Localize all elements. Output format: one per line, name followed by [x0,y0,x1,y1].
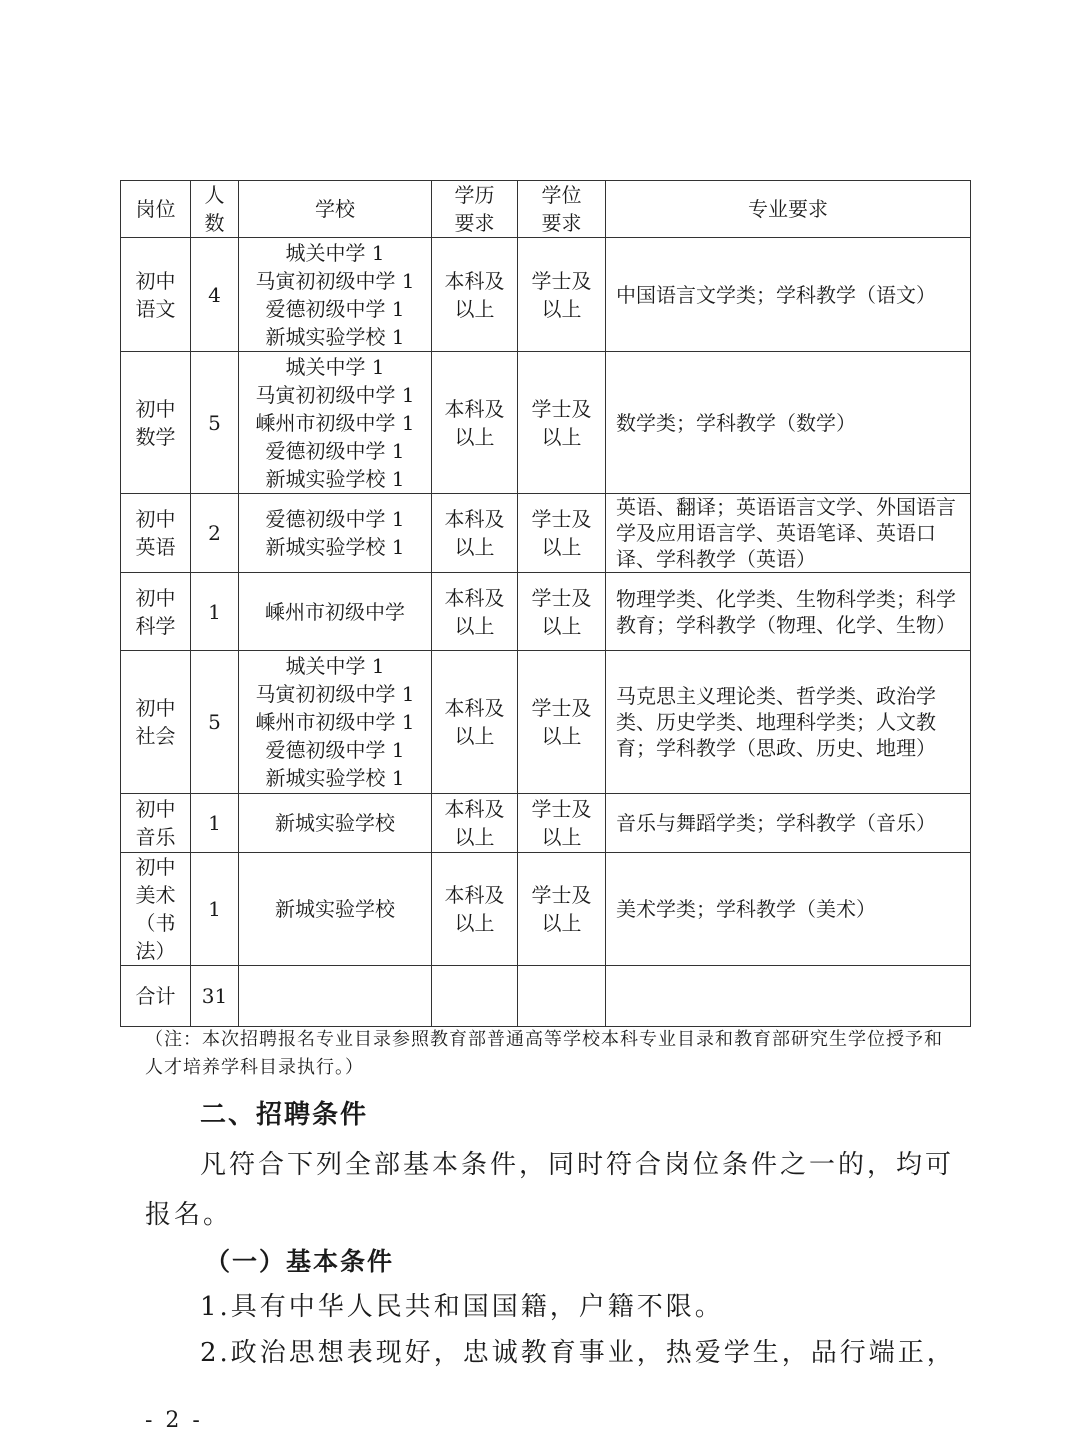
school-cell [239,573,432,651]
condition-item: 2.政治思想表现好，忠诚教育事业，热爱学生，品行端正， [200,1338,956,1368]
table-row [121,853,971,966]
degree-line: 学士及 [531,268,592,293]
degree-cell [518,352,606,494]
post-line: 初中 [135,797,176,821]
post-line: 法） [135,939,176,963]
empty-cell [432,966,518,1027]
degree-line: 学士及 [531,696,592,720]
school-line: 新城实验学校 1 [265,324,405,349]
major-cell: 数学类；学科教学（数学） [606,352,971,494]
school-line: 马寅初初级中学 1 [255,682,415,706]
header-degree-line: 学位 [541,183,582,207]
edu-line: 以上 [454,613,495,638]
header-post: 岗位 [121,181,191,238]
school-cell [239,352,432,494]
school-cell [239,494,432,573]
degree-line: 学士及 [531,797,592,821]
post-line: 美术 [135,883,176,907]
school-line: 爱德初级中学 1 [265,296,405,321]
major-cell: 马克思主义理论类、哲学类、政治学类、历史学类、地理科学类；人文教育；学科教学（思政、历史、地理） [606,651,971,794]
school-line: 新城实验学校 1 [265,535,405,559]
post-line: 科学 [135,613,176,638]
post-line: 社会 [135,724,176,748]
post-cell [121,573,191,651]
post-line: 数学 [135,424,176,449]
post-cell [121,794,191,853]
total-count: 31 [191,966,239,1027]
post-cell [121,494,191,573]
edu-line: 本科及 [444,268,505,293]
empty-cell [518,966,606,1027]
header-count [191,181,239,238]
count-cell: 1 [191,573,239,651]
edu-cell [432,651,518,794]
school-line: 新城实验学校 1 [265,466,405,491]
degree-line: 学士及 [531,396,592,421]
empty-cell [606,966,971,1027]
count-cell: 5 [191,651,239,794]
count-cell: 4 [191,238,239,352]
degree-line: 以上 [541,724,582,748]
degree-line: 学士及 [531,585,592,610]
edu-cell [432,853,518,966]
post-cell [121,853,191,966]
school-cell [239,794,432,853]
school-line: 爱德初级中学 1 [265,438,405,463]
table-row [121,794,971,853]
major-cell: 音乐与舞蹈学类；学科教学（音乐） [606,794,971,853]
degree-cell [518,238,606,352]
post-cell [121,651,191,794]
post-line: 初中 [135,585,176,610]
edu-line: 本科及 [444,396,505,421]
edu-line: 本科及 [444,696,505,720]
school-line: 新城实验学校 [275,897,395,921]
edu-line: 本科及 [444,797,505,821]
table-row [121,573,971,651]
total-label: 合计 [121,966,191,1027]
post-line: 初中 [135,396,176,421]
edu-line: 以上 [454,535,495,559]
school-line: 马寅初初级中学 1 [255,382,415,407]
school-line: 嵊州市初级中学 1 [255,710,415,734]
header-school: 学校 [239,181,432,238]
table-row [121,238,971,352]
edu-line: 本科及 [444,507,505,531]
table-note: （注：本次招聘报名专业目录参照教育部普通高等学校本科专业目录和教育部研究生学位授予和人才培养学科目录执行。） [145,1029,943,1078]
table-row [121,352,971,494]
count-cell: 2 [191,494,239,573]
header-edu-line: 学历 [454,183,495,207]
school-line: 新城实验学校 [275,811,395,835]
school-line: 嵊州市初级中学 1 [255,410,415,435]
header-edu-line: 要求 [454,211,495,235]
edu-line: 本科及 [444,883,505,907]
condition-item: 1.具有中华人民共和国国籍，户籍不限。 [200,1292,724,1322]
degree-line: 学士及 [531,883,592,907]
post-line: 英语 [135,535,176,559]
post-line: 初中 [135,507,176,531]
post-line: 初中 [135,268,176,293]
edu-line: 以上 [454,724,495,748]
header-count-line: 数 [204,211,225,235]
degree-cell [518,794,606,853]
major-cell: 物理学类、化学类、生物科学类；科学教育；学科教学（物理、化学、生物） [606,573,971,651]
edu-line: 以上 [454,296,495,321]
header-degree-line: 要求 [541,211,582,235]
school-line: 城关中学 1 [285,240,385,265]
school-line: 爱德初级中学 1 [265,738,405,762]
header-major: 专业要求 [606,181,971,238]
post-line: 音乐 [135,825,176,849]
header-count-line: 人 [204,183,225,207]
edu-cell [432,352,518,494]
post-line: 初中 [135,696,176,720]
count-cell: 5 [191,352,239,494]
major-cell: 英语、翻译；英语语言文学、外国语言学及应用语言学、英语笔译、英语口译、学科教学（英语） [606,494,971,573]
post-line: 语文 [135,296,176,321]
major-cell: 中国语言文学类；学科教学（语文） [606,238,971,352]
school-cell [239,853,432,966]
post-cell [121,238,191,352]
edu-line: 以上 [454,911,495,935]
section-title: 二、招聘条件 [200,1100,369,1130]
subsection-title: （一）基本条件 [205,1247,395,1276]
degree-line: 以上 [541,535,582,559]
post-line: 初中 [135,855,176,879]
degree-line: 学士及 [531,507,592,531]
edu-cell [432,794,518,853]
edu-line: 本科及 [444,585,505,610]
school-line: 城关中学 1 [285,654,385,678]
school-cell [239,651,432,794]
table-row [121,494,971,573]
major-cell: 美术学类；学科教学（美术） [606,853,971,966]
degree-line: 以上 [541,424,582,449]
school-line: 嵊州市初级中学 [265,599,405,624]
count-cell: 1 [191,853,239,966]
post-cell [121,352,191,494]
table-header-row [121,181,971,238]
section-intro: 凡符合下列全部基本条件，同时符合岗位条件之一的，均可报名。 [145,1150,955,1230]
header-edu [432,181,518,238]
degree-cell [518,494,606,573]
edu-line: 以上 [454,825,495,849]
edu-line: 以上 [454,424,495,449]
edu-cell [432,238,518,352]
degree-line: 以上 [541,825,582,849]
recruitment-table [120,180,971,1027]
degree-cell [518,573,606,651]
school-line: 马寅初初级中学 1 [255,268,415,293]
degree-line: 以上 [541,296,582,321]
header-degree [518,181,606,238]
post-line: （书 [135,911,176,935]
degree-line: 以上 [541,613,582,638]
page-number: - 2 - [145,1408,203,1433]
school-line: 爱德初级中学 1 [265,507,405,531]
edu-cell [432,494,518,573]
edu-cell [432,573,518,651]
degree-cell [518,651,606,794]
degree-cell [518,853,606,966]
school-line: 城关中学 1 [285,354,385,379]
table-total-row [121,966,971,1027]
table-row [121,651,971,794]
school-line: 新城实验学校 1 [265,766,405,790]
degree-line: 以上 [541,911,582,935]
school-cell [239,238,432,352]
empty-cell [239,966,432,1027]
count-cell: 1 [191,794,239,853]
